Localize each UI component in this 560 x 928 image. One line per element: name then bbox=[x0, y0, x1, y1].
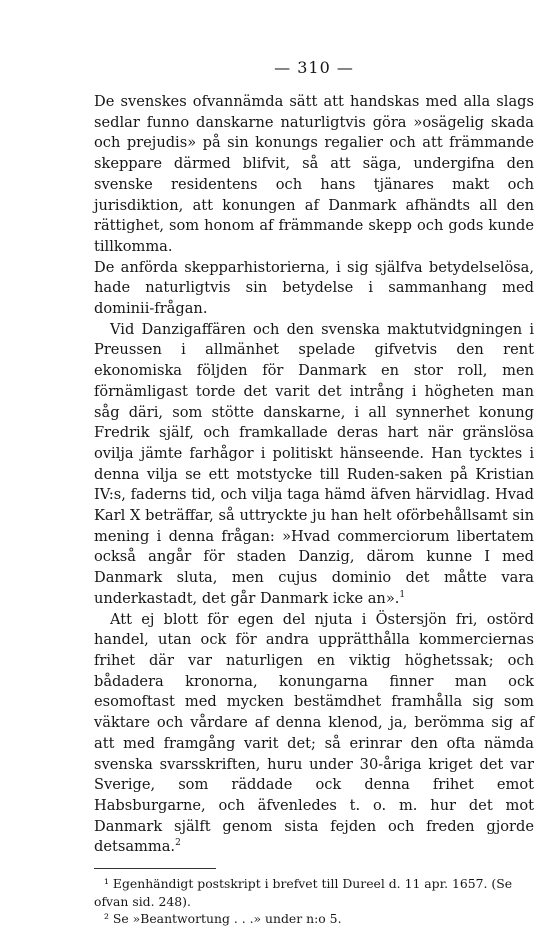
footnote-ref-1: 1 bbox=[399, 590, 406, 601]
page-number: — 310 — bbox=[274, 58, 354, 77]
footnote-ref-2: 2 bbox=[175, 838, 181, 849]
paragraph-3 bbox=[94, 320, 534, 610]
paragraph-4-text: Att ej blott för egen del njuta i Östersjön fri, ostörd handel, utan ock för andra upprätthålla kommerciernas frihet där var naturligen en viktig höghetssak; och bådadera kronorna, konungarna finner man ock esomoftast med mycken bestämdhet framhålla sig som väktare och vårdare af denna klenod, ja, berömma sig af att med framgång varit det; så erinrar den ofta nämda svenska svarsskriften, huru under 30-åriga kriget det var Sverige, som räddade ock denna frihet emot Habsburgarne, och äfvenledes t. o. m. hur det mot Danmark själft genom sista fejden och freden gjorde detsamma. bbox=[94, 610, 534, 856]
paragraph-2 bbox=[94, 258, 534, 320]
paragraph-1-text: De svenskes ofvannämda sätt att handskas med alla slags sedlar funno danskarne naturligtvis göra »osägelig skada och prejudis» på sin konungs regalier och att främmande skeppare därmed blifvit, så att säga, undergifna den svenske residentens och hans tjänares makt och jurisdiktion, att konungen af Danmark afhändts all den rättighet, som honom af främmande skepp och gods kunde tillkomma. bbox=[94, 93, 534, 255]
page bbox=[94, 58, 534, 928]
paragraph-3-text: Vid Danzigaffären och den svenska maktutvidgningen i Preussen i allmänhet spelade gifvetvis den rent ekonomiska följden för Danmark en stor roll, men förnämligast torde det varit det intrång i högheten man såg däri, som stötte danskarne, i all synnerhet konung Fredrik själf, och framkallade deras hart när gränslösa ovilja jämte farhågor i politiskt hänseende. Han tycktes i denna vilja se ett motstycke till Ruden-saken på Kristian IV:s, faderns tid, och vilja taga hämd äfven härvidlag. Hvad Karl X beträffar, så uttryckte ju han helt oförbehållsamt sin mening i denna frågan: »Hvad commerciorum libertatem också angår för staden Danzig, därom kunne I med Danmark sluta, men cujus dominio det måtte vara underkastadt, det går Danmark icke an». bbox=[94, 320, 534, 607]
paragraph-4 bbox=[94, 610, 534, 858]
footnote-divider bbox=[94, 868, 216, 869]
paragraph-2-text: De anförda skepparhistorierna, i sig själfva betydelselösa, hade naturligtvis sin betydelse i sammanhang med dominii-frågan. bbox=[94, 258, 534, 318]
footnote-1: ¹ Egenhändigt postskript i brefvet till Dureel d. 11 apr. 1657. (Se ofvan sid. 248). bbox=[94, 876, 513, 909]
footnote-2: ² Se »Beantwortung . . .» under n:o 5. bbox=[104, 911, 342, 927]
paragraph-1 bbox=[94, 92, 534, 258]
